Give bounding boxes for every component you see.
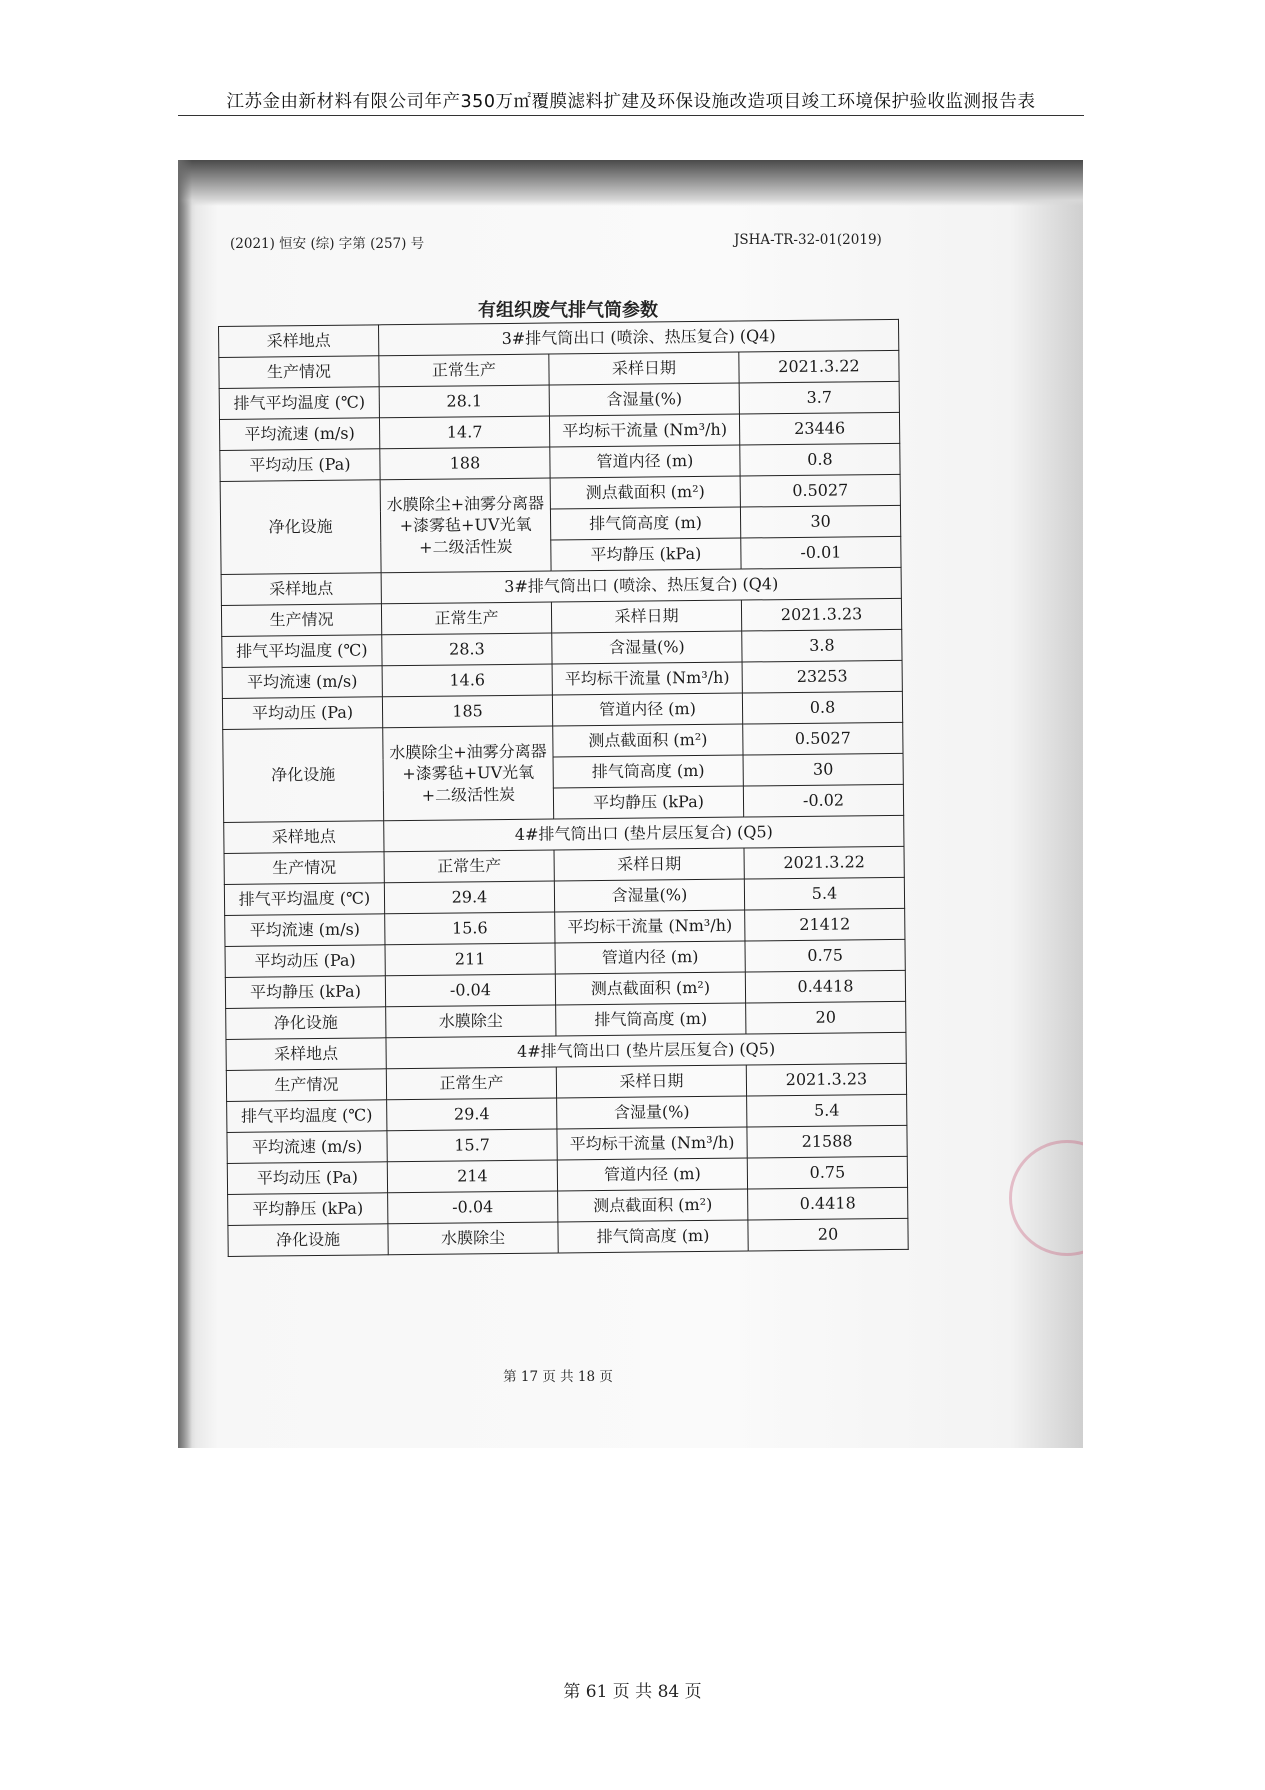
flow-value: 23446 — [739, 412, 899, 445]
flow-label: 平均标干流量 (Nm³/h) — [557, 1127, 747, 1160]
production-value: 正常生产 — [384, 850, 554, 883]
flow-value: 23253 — [742, 660, 902, 693]
height-label: 排气筒高度 (m) — [553, 755, 743, 788]
date-value: 2021.3.22 — [744, 846, 904, 879]
area-value: 0.4418 — [748, 1187, 908, 1220]
site-value: 4#排气筒出口 (垫片层压复合) (Q5) — [384, 815, 904, 851]
dyn-pressure-label: 平均动压 (Pa) — [225, 945, 385, 978]
temp-value: 28.3 — [382, 633, 552, 666]
facility-value: 水膜除尘 — [386, 1005, 556, 1038]
photo-left-shadow — [178, 160, 192, 1448]
date-label: 采样日期 — [554, 848, 744, 881]
site-value: 3#排气筒出口 (喷涂、热压复合) (Q4) — [381, 567, 901, 603]
area-label: 测点截面积 (m²) — [555, 972, 745, 1005]
table-title: 有组织废气排气筒参数 — [478, 300, 658, 321]
humidity-value: 3.7 — [739, 381, 899, 414]
area-label: 测点截面积 (m²) — [558, 1189, 748, 1222]
date-value: 2021.3.23 — [746, 1063, 906, 1096]
diameter-value: 0.8 — [742, 691, 902, 724]
production-label: 生产情况 — [226, 1069, 386, 1102]
velocity-label: 平均流速 (m/s) — [219, 418, 379, 451]
velocity-value: 15.6 — [385, 912, 555, 945]
date-value: 2021.3.22 — [739, 350, 899, 383]
stack-parameter-table — [218, 319, 908, 1257]
height-value: 20 — [746, 1001, 906, 1034]
production-label: 生产情况 — [224, 852, 384, 885]
site-label: 采样地点 — [221, 573, 381, 606]
site-label: 采样地点 — [219, 325, 379, 358]
area-value: 0.5027 — [740, 474, 900, 507]
area-value: 0.4418 — [745, 970, 905, 1003]
dyn-pressure-label: 平均动压 (Pa) — [222, 697, 382, 730]
page-number: 第 61 页 共 84 页 — [563, 1682, 702, 1702]
static-pressure-value: -0.02 — [743, 784, 903, 817]
humidity-value: 5.4 — [747, 1094, 907, 1127]
temp-value: 29.4 — [384, 881, 554, 914]
temp-label: 排气平均温度 (℃) — [222, 635, 382, 668]
humidity-label: 含湿量(%) — [549, 383, 739, 416]
flow-value: 21588 — [747, 1125, 907, 1158]
diameter-value: 0.75 — [747, 1156, 907, 1189]
diameter-value: 0.8 — [740, 443, 900, 476]
dyn-pressure-value: 188 — [380, 447, 550, 480]
site-label: 采样地点 — [226, 1038, 386, 1071]
dyn-pressure-value: 214 — [387, 1160, 557, 1193]
temp-value: 28.1 — [379, 385, 549, 418]
height-label: 排气筒高度 (m) — [556, 1003, 746, 1036]
production-value: 正常生产 — [381, 602, 551, 635]
diameter-label: 管道内径 (m) — [555, 941, 745, 974]
header-rule — [178, 115, 1084, 116]
static-pressure-label: 平均静压 (kPa) — [228, 1193, 388, 1226]
velocity-value: 15.7 — [387, 1129, 557, 1162]
static-pressure-label: 平均静压 (kPa) — [553, 786, 743, 819]
production-label: 生产情况 — [219, 356, 379, 389]
facility-value: 水膜除尘 — [388, 1222, 558, 1255]
diameter-label: 管道内径 (m) — [550, 445, 740, 478]
area-value: 0.5027 — [743, 722, 903, 755]
red-seal-stamp — [1009, 1140, 1083, 1256]
humidity-label: 含湿量(%) — [552, 631, 742, 664]
facility-value: 水膜除尘+油雾分离器+漆雾毡+UV光氧+二级活性炭 — [383, 726, 554, 821]
static-pressure-label: 平均静压 (kPa) — [225, 976, 385, 1009]
height-value: 30 — [743, 753, 903, 786]
facility-label: 净化设施 — [220, 480, 381, 575]
static-pressure-value: -0.01 — [741, 536, 901, 569]
flow-label: 平均标干流量 (Nm³/h) — [549, 414, 739, 447]
static-pressure-label: 平均静压 (kPa) — [551, 538, 741, 571]
production-value: 正常生产 — [386, 1067, 556, 1100]
dyn-pressure-label: 平均动压 (Pa) — [227, 1162, 387, 1195]
report-header-title: 江苏金由新材料有限公司年产350万㎡覆膜滤料扩建及环保设施改造项目竣工环境保护验收监测报告表 — [226, 92, 1036, 112]
facility-label: 净化设施 — [226, 1007, 386, 1040]
height-value: 30 — [740, 505, 900, 538]
velocity-value: 14.6 — [382, 664, 552, 697]
velocity-value: 14.7 — [379, 416, 549, 449]
humidity-label: 含湿量(%) — [557, 1096, 747, 1129]
height-value: 20 — [748, 1218, 908, 1251]
temp-value: 29.4 — [387, 1098, 557, 1131]
production-label: 生产情况 — [221, 604, 381, 637]
facility-value: 水膜除尘+油雾分离器+漆雾毡+UV光氧+二级活性炭 — [380, 478, 551, 573]
doc-code: JSHA-TR-32-01(2019) — [734, 232, 882, 248]
humidity-label: 含湿量(%) — [554, 879, 744, 912]
flow-label: 平均标干流量 (Nm³/h) — [552, 662, 742, 695]
diameter-value: 0.75 — [745, 939, 905, 972]
flow-value: 21412 — [745, 908, 905, 941]
dyn-pressure-label: 平均动压 (Pa) — [220, 449, 380, 482]
velocity-label: 平均流速 (m/s) — [222, 666, 382, 699]
temp-label: 排气平均温度 (℃) — [219, 387, 379, 420]
site-value: 3#排气筒出口 (喷涂、热压复合) (Q4) — [378, 319, 898, 355]
site-label: 采样地点 — [224, 821, 384, 854]
static-pressure-value: -0.04 — [385, 974, 555, 1007]
static-pressure-value: -0.04 — [388, 1191, 558, 1224]
diameter-label: 管道内径 (m) — [552, 693, 742, 726]
height-label: 排气筒高度 (m) — [550, 507, 740, 540]
facility-label: 净化设施 — [228, 1224, 388, 1257]
photo-top-shadow — [178, 160, 1083, 206]
height-label: 排气筒高度 (m) — [558, 1220, 748, 1253]
scanned-report-photo — [178, 160, 1083, 1448]
site-value: 4#排气筒出口 (垫片层压复合) (Q5) — [386, 1032, 906, 1068]
temp-label: 排气平均温度 (℃) — [224, 883, 384, 916]
dyn-pressure-value: 185 — [382, 695, 552, 728]
temp-label: 排气平均温度 (℃) — [227, 1100, 387, 1133]
doc-number: (2021) 恒安 (综) 字第 (257) 号 — [230, 236, 425, 252]
area-label: 测点截面积 (m²) — [550, 476, 740, 509]
dyn-pressure-value: 211 — [385, 943, 555, 976]
date-label: 采样日期 — [549, 352, 739, 385]
date-label: 采样日期 — [551, 600, 741, 633]
production-value: 正常生产 — [379, 354, 549, 387]
velocity-label: 平均流速 (m/s) — [227, 1131, 387, 1164]
area-label: 测点截面积 (m²) — [553, 724, 743, 757]
facility-label: 净化设施 — [223, 728, 384, 823]
velocity-label: 平均流速 (m/s) — [225, 914, 385, 947]
humidity-value: 3.8 — [742, 629, 902, 662]
flow-label: 平均标干流量 (Nm³/h) — [555, 910, 745, 943]
date-label: 采样日期 — [556, 1065, 746, 1098]
humidity-value: 5.4 — [744, 877, 904, 910]
date-value: 2021.3.23 — [741, 598, 901, 631]
table-row — [228, 1218, 908, 1256]
diameter-label: 管道内径 (m) — [557, 1158, 747, 1191]
inner-page-number: 第 17 页 共 18 页 — [503, 1369, 613, 1385]
